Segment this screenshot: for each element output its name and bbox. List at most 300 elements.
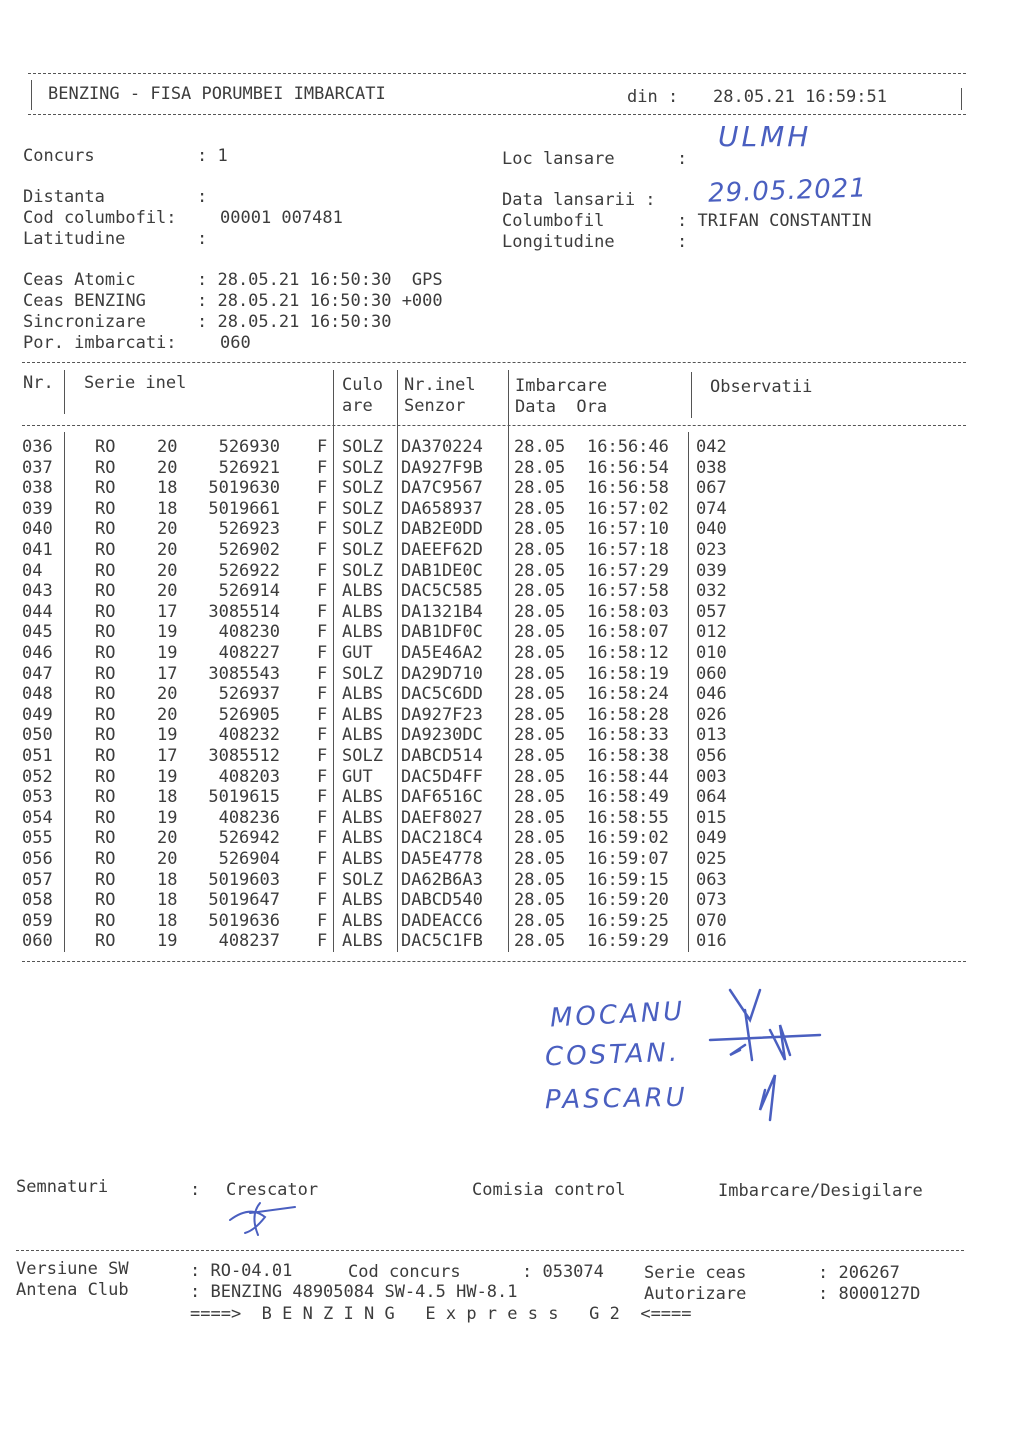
cell-data: 28.05 (514, 725, 566, 746)
table-row (0, 643, 1024, 663)
cell-sex: F (317, 704, 328, 725)
cell-ora: 16:57:58 (587, 581, 669, 602)
cell-an: 19 (157, 766, 178, 787)
cell-ora: 16:58:44 (587, 766, 669, 787)
cell-observatii: 064 (696, 787, 727, 808)
cell-culoare: ALBS (342, 684, 383, 705)
cell-sex: F (317, 663, 328, 684)
crescator-signature (220, 1195, 310, 1240)
cell-senzor: DA658937 (401, 498, 483, 519)
cell-ora: 16:56:54 (587, 457, 669, 478)
cell-ora: 16:58:33 (587, 725, 669, 746)
cell-culoare: SOLZ (342, 498, 383, 519)
cell-sex: F (317, 746, 328, 766)
cell-ora: 16:59:25 (587, 910, 669, 931)
col-sep-imbarcare (691, 372, 692, 418)
header-right-border (961, 88, 962, 110)
table-row (0, 602, 1024, 622)
versiune-sw-label: Versiune SW (16, 1259, 129, 1279)
cell-senzor: DAB1DF0C (401, 622, 483, 643)
cell-culoare: SOLZ (342, 540, 383, 560)
cell-observatii: 015 (696, 807, 727, 828)
cell-observatii: 003 (696, 766, 727, 787)
cell-senzor: DAF6516C (401, 787, 483, 808)
cell-inel: 5019603 (208, 869, 280, 890)
cell-senzor: DABCD514 (401, 746, 483, 766)
cell-inel: 5019615 (208, 787, 280, 808)
cell-nr: 055 (22, 828, 53, 849)
cell-tara: RO (95, 828, 116, 849)
cell-tara: RO (95, 807, 116, 828)
col-header-imbarcare-1: Imbarcare (515, 376, 608, 396)
cell-ora: 16:58:24 (587, 684, 669, 705)
latitudine-label: Latitudine (23, 229, 126, 249)
cell-culoare: GUT (342, 643, 373, 663)
cell-sex: F (317, 601, 328, 622)
cell-nr: 058 (22, 890, 53, 911)
cell-observatii: 023 (696, 540, 727, 560)
cell-sex: F (317, 622, 328, 643)
cell-senzor: DADEACC6 (401, 910, 483, 931)
cell-data: 28.05 (514, 766, 566, 787)
cell-inel: 526930 (218, 437, 280, 457)
header-left-border (31, 80, 32, 110)
semnaturi-label: Semnaturi (16, 1177, 109, 1197)
longitudine-colon: : (677, 232, 688, 252)
cell-ora: 16:58:19 (587, 663, 669, 684)
table-row (0, 705, 1024, 725)
cell-observatii: 040 (696, 519, 727, 540)
cell-senzor: DA370224 (401, 437, 483, 457)
table-row (0, 664, 1024, 684)
cell-tara: RO (95, 704, 116, 725)
cell-tara: RO (95, 519, 116, 540)
cell-nr: 044 (22, 601, 53, 622)
cell-inel: 526921 (218, 457, 280, 478)
col-header-nr-inel-1: Nr.inel (404, 375, 476, 395)
cell-an: 17 (157, 663, 178, 684)
cell-senzor: DAEEF62D (401, 540, 483, 560)
cell-ora: 16:59:15 (587, 869, 669, 890)
cell-inel: 408230 (218, 622, 280, 643)
cell-sex: F (317, 869, 328, 890)
cod-concurs-label: Cod concurs (348, 1262, 461, 1282)
cell-senzor: DAC5C6DD (401, 684, 483, 705)
cell-inel: 526923 (218, 519, 280, 540)
header-top-rule (28, 73, 966, 74)
cell-sex: F (317, 931, 328, 952)
cell-sex: F (317, 828, 328, 849)
cod-columbofil-label: Cod columbofil: (23, 208, 177, 228)
table-row (0, 787, 1024, 807)
cell-senzor: DAC218C4 (401, 828, 483, 849)
cell-data: 28.05 (514, 684, 566, 705)
antena-club-label: Antena Club (16, 1280, 129, 1300)
cell-observatii: 042 (696, 437, 727, 457)
cell-data: 28.05 (514, 643, 566, 663)
cell-culoare: ALBS (342, 622, 383, 643)
cell-inel: 3085514 (208, 601, 280, 622)
cell-culoare: ALBS (342, 807, 383, 828)
cell-an: 20 (157, 828, 178, 849)
cell-culoare: SOLZ (342, 869, 383, 890)
cell-ora: 16:59:02 (587, 828, 669, 849)
serie-ceas-label: Serie ceas (644, 1263, 747, 1283)
cell-inel: 526937 (218, 684, 280, 705)
cell-an: 18 (157, 478, 178, 499)
cell-senzor: DA927F23 (401, 704, 483, 725)
cell-tara: RO (95, 478, 116, 499)
cell-an: 19 (157, 807, 178, 828)
cell-senzor: DAC5C585 (401, 581, 483, 602)
cell-senzor: DAB1DE0C (401, 560, 483, 581)
cell-observatii: 063 (696, 869, 727, 890)
table-row (0, 458, 1024, 478)
cell-inel: 3085543 (208, 663, 280, 684)
cell-ora: 16:59:20 (587, 890, 669, 911)
cell-nr: 043 (22, 581, 53, 602)
cell-nr: 040 (22, 519, 53, 540)
cell-sex: F (317, 725, 328, 746)
cell-nr: 053 (22, 787, 53, 808)
cell-nr: 057 (22, 869, 53, 890)
cell-senzor: DABCD540 (401, 890, 483, 911)
cell-data: 28.05 (514, 478, 566, 499)
cell-culoare: ALBS (342, 787, 383, 808)
cell-ora: 16:57:10 (587, 519, 669, 540)
cell-data: 28.05 (514, 807, 566, 828)
cell-sex: F (317, 849, 328, 869)
cell-sex: F (317, 787, 328, 808)
cell-observatii: 056 (696, 746, 727, 766)
cell-data: 28.05 (514, 622, 566, 643)
cell-senzor: DA5E4778 (401, 849, 483, 869)
cell-sex: F (317, 684, 328, 705)
table-bottom-rule (22, 961, 966, 962)
cell-nr: 046 (22, 643, 53, 663)
cell-data: 28.05 (514, 540, 566, 560)
cell-ora: 16:57:29 (587, 560, 669, 581)
handwritten-commission-name-2: COSTAN. (544, 1037, 681, 1073)
cell-nr: 060 (22, 931, 53, 952)
cell-inel: 3085512 (208, 746, 280, 766)
cell-senzor: DA62B6A3 (401, 869, 483, 890)
cell-an: 18 (157, 910, 178, 931)
cell-nr: 050 (22, 725, 53, 746)
cell-sex: F (317, 581, 328, 602)
cell-ora: 16:58:07 (587, 622, 669, 643)
cell-tara: RO (95, 890, 116, 911)
cell-an: 18 (157, 498, 178, 519)
cell-nr: 047 (22, 663, 53, 684)
footer-rule (16, 1250, 964, 1251)
cell-sex: F (317, 807, 328, 828)
cell-tara: RO (95, 437, 116, 457)
cell-inel: 5019661 (208, 498, 280, 519)
cell-culoare: SOLZ (342, 560, 383, 581)
ceas-benzing-value: : 28.05.21 16:50:30 +000 (197, 291, 443, 311)
longitudine-label: Longitudine (502, 232, 615, 252)
cell-culoare: ALBS (342, 704, 383, 725)
cell-nr: 051 (22, 746, 53, 766)
cell-tara: RO (95, 787, 116, 808)
cell-observatii: 039 (696, 560, 727, 581)
cell-observatii: 013 (696, 725, 727, 746)
cell-sex: F (317, 560, 328, 581)
cell-culoare: SOLZ (342, 519, 383, 540)
cell-data: 28.05 (514, 849, 566, 869)
table-row (0, 931, 1024, 951)
columbofil-label: Columbofil (502, 211, 605, 231)
loc-lansare-colon: : (677, 149, 688, 169)
cell-nr: 049 (22, 704, 53, 725)
cell-ora: 16:57:18 (587, 540, 669, 560)
cell-an: 20 (157, 581, 178, 602)
cell-culoare: SOLZ (342, 663, 383, 684)
cell-culoare: ALBS (342, 890, 383, 911)
handwritten-release-date: 29.05.2021 (707, 173, 868, 209)
columbofil-value: : TRIFAN CONSTANTIN (677, 211, 872, 231)
cell-an: 17 (157, 746, 178, 766)
data-lansarii-label: Data lansarii : (502, 190, 656, 210)
cell-senzor: DA927F9B (401, 457, 483, 478)
col-header-culoare-2: are (342, 396, 373, 416)
cell-observatii: 057 (696, 601, 727, 622)
cell-sex: F (317, 519, 328, 540)
commission-signatures-scribble (690, 980, 830, 1130)
col-header-culoare-1: Culo (342, 375, 383, 395)
din-label: din : (627, 87, 679, 107)
cell-an: 17 (157, 601, 178, 622)
cod-columbofil-value: 00001 007481 (220, 208, 343, 228)
cell-nr: 048 (22, 684, 53, 705)
cell-ora: 16:56:46 (587, 437, 669, 457)
sincronizare-value: : 28.05.21 16:50:30 (197, 312, 392, 332)
cell-sex: F (317, 540, 328, 560)
versiune-sw-value: : RO-04.01 (190, 1261, 293, 1281)
handwritten-commission-name-3: PASCARU (544, 1082, 688, 1116)
serie-ceas-value: : 206267 (818, 1263, 900, 1283)
cell-inel: 526905 (218, 704, 280, 725)
din-timestamp: 28.05.21 16:59:51 (713, 87, 887, 107)
table-row (0, 540, 1024, 560)
cell-an: 20 (157, 437, 178, 457)
cell-tara: RO (95, 498, 116, 519)
col-header-nr-inel-2: Senzor (404, 396, 466, 416)
cell-culoare: ALBS (342, 849, 383, 869)
cell-an: 18 (157, 787, 178, 808)
cell-sex: F (317, 766, 328, 787)
handwritten-release-place: ULMH (718, 120, 812, 153)
table-row (0, 561, 1024, 581)
cell-ora: 16:59:29 (587, 931, 669, 952)
ceas-atomic-label: Ceas Atomic (23, 270, 136, 290)
cell-ora: 16:57:02 (587, 498, 669, 519)
cell-data: 28.05 (514, 890, 566, 911)
cell-sex: F (317, 498, 328, 519)
cell-tara: RO (95, 622, 116, 643)
cell-senzor: DA5E46A2 (401, 643, 483, 663)
cell-senzor: DA1321B4 (401, 601, 483, 622)
cell-nr: 052 (22, 766, 53, 787)
cell-culoare: ALBS (342, 931, 383, 952)
benzing-banner: ====> B E N Z I N G E x p r e s s G 2 <==== (190, 1304, 692, 1324)
table-row (0, 808, 1024, 828)
cell-ora: 16:59:07 (587, 849, 669, 869)
concurs-label: Concurs (23, 146, 95, 166)
cell-inel: 526914 (218, 581, 280, 602)
cell-inel: 5019647 (208, 890, 280, 911)
cell-tara: RO (95, 766, 116, 787)
cell-tara: RO (95, 540, 116, 560)
cell-tara: RO (95, 581, 116, 602)
cell-observatii: 070 (696, 910, 727, 931)
sincronizare-label: Sincronizare (23, 312, 146, 332)
table-row (0, 911, 1024, 931)
cell-data: 28.05 (514, 601, 566, 622)
cell-culoare: SOLZ (342, 457, 383, 478)
ceas-atomic-value: : 28.05.21 16:50:30 GPS (197, 270, 443, 290)
cell-observatii: 032 (696, 581, 727, 602)
autorizare-value: : 8000127D (818, 1284, 921, 1304)
cell-tara: RO (95, 869, 116, 890)
cell-an: 19 (157, 643, 178, 663)
cell-observatii: 073 (696, 890, 727, 911)
table-row (0, 725, 1024, 745)
cell-culoare: ALBS (342, 910, 383, 931)
cell-nr: 054 (22, 807, 53, 828)
porumbei-imbarcati-label: Por. imbarcati: (23, 333, 177, 353)
cell-observatii: 060 (696, 663, 727, 684)
cell-tara: RO (95, 849, 116, 869)
table-row (0, 684, 1024, 704)
cell-observatii: 046 (696, 684, 727, 705)
cell-culoare: GUT (342, 766, 373, 787)
col-header-imbarcare-2: Data Ora (515, 397, 608, 417)
cell-sex: F (317, 643, 328, 663)
table-row (0, 870, 1024, 890)
ceas-benzing-label: Ceas BENZING (23, 291, 146, 311)
comisia-control-label: Comisia control (472, 1180, 626, 1200)
handwritten-commission-name-1: MOCANU (549, 996, 687, 1034)
cell-observatii: 012 (696, 622, 727, 643)
table-row (0, 622, 1024, 642)
cell-culoare: ALBS (342, 601, 383, 622)
cell-observatii: 010 (696, 643, 727, 663)
cell-senzor: DA7C9567 (401, 478, 483, 499)
loc-lansare-label: Loc lansare (502, 149, 615, 169)
cell-ora: 16:58:12 (587, 643, 669, 663)
cell-data: 28.05 (514, 828, 566, 849)
cell-culoare: SOLZ (342, 746, 383, 766)
cell-inel: 526902 (218, 540, 280, 560)
document-title: BENZING - FISA PORUMBEI IMBARCATI (48, 84, 386, 104)
cell-data: 28.05 (514, 519, 566, 540)
cell-senzor: DA9230DC (401, 725, 483, 746)
cell-nr: 04 (22, 560, 43, 581)
col-header-serie-inel: Serie inel (84, 373, 187, 393)
header-bottom-rule (28, 114, 966, 115)
cell-data: 28.05 (514, 663, 566, 684)
crescator-label: Crescator (226, 1180, 319, 1200)
cell-data: 28.05 (514, 581, 566, 602)
table-row (0, 437, 1024, 457)
cell-an: 19 (157, 622, 178, 643)
semnaturi-colon: : (190, 1180, 201, 1200)
cell-senzor: DAC5D4FF (401, 766, 483, 787)
cell-culoare: ALBS (342, 725, 383, 746)
cell-tara: RO (95, 725, 116, 746)
cell-tara: RO (95, 457, 116, 478)
cell-nr: 041 (22, 540, 53, 560)
cell-observatii: 049 (696, 828, 727, 849)
cell-sex: F (317, 890, 328, 911)
cell-observatii: 067 (696, 478, 727, 499)
cell-an: 20 (157, 457, 178, 478)
porumbei-imbarcati-value: 060 (220, 333, 251, 353)
cell-sex: F (317, 478, 328, 499)
autorizare-label: Autorizare (644, 1284, 747, 1304)
cell-data: 28.05 (514, 931, 566, 952)
cell-senzor: DAB2E0DD (401, 519, 483, 540)
table-row (0, 519, 1024, 539)
cell-inel: 408227 (218, 643, 280, 663)
distanta-label: Distanta (23, 187, 105, 207)
cell-observatii: 026 (696, 704, 727, 725)
cell-inel: 526942 (218, 828, 280, 849)
cell-tara: RO (95, 684, 116, 705)
cell-an: 20 (157, 540, 178, 560)
cell-nr: 039 (22, 498, 53, 519)
cell-tara: RO (95, 601, 116, 622)
cell-inel: 526922 (218, 560, 280, 581)
table-row (0, 746, 1024, 766)
cell-senzor: DA29D710 (401, 663, 483, 684)
cell-inel: 408232 (218, 725, 280, 746)
cell-data: 28.05 (514, 457, 566, 478)
cell-observatii: 025 (696, 849, 727, 869)
cell-tara: RO (95, 643, 116, 663)
cell-nr: 059 (22, 910, 53, 931)
cell-observatii: 038 (696, 457, 727, 478)
cell-data: 28.05 (514, 498, 566, 519)
col-sep-nr (64, 370, 65, 414)
table-row (0, 499, 1024, 519)
cell-culoare: ALBS (342, 581, 383, 602)
cell-observatii: 074 (696, 498, 727, 519)
cell-observatii: 016 (696, 931, 727, 952)
cell-culoare: SOLZ (342, 478, 383, 499)
cell-an: 18 (157, 869, 178, 890)
cell-sex: F (317, 457, 328, 478)
cell-tara: RO (95, 560, 116, 581)
cell-nr: 045 (22, 622, 53, 643)
cell-tara: RO (95, 663, 116, 684)
cell-culoare: SOLZ (342, 437, 383, 457)
cell-nr: 037 (22, 457, 53, 478)
cell-inel: 5019630 (208, 478, 280, 499)
cell-an: 20 (157, 849, 178, 869)
cell-nr: 038 (22, 478, 53, 499)
table-row (0, 828, 1024, 848)
table-top-rule (22, 362, 966, 363)
cell-ora: 16:58:03 (587, 601, 669, 622)
concurs-value: : 1 (197, 146, 228, 166)
table-row (0, 890, 1024, 910)
col-header-observatii: Observatii (710, 377, 813, 397)
cell-data: 28.05 (514, 560, 566, 581)
cell-ora: 16:58:55 (587, 807, 669, 828)
